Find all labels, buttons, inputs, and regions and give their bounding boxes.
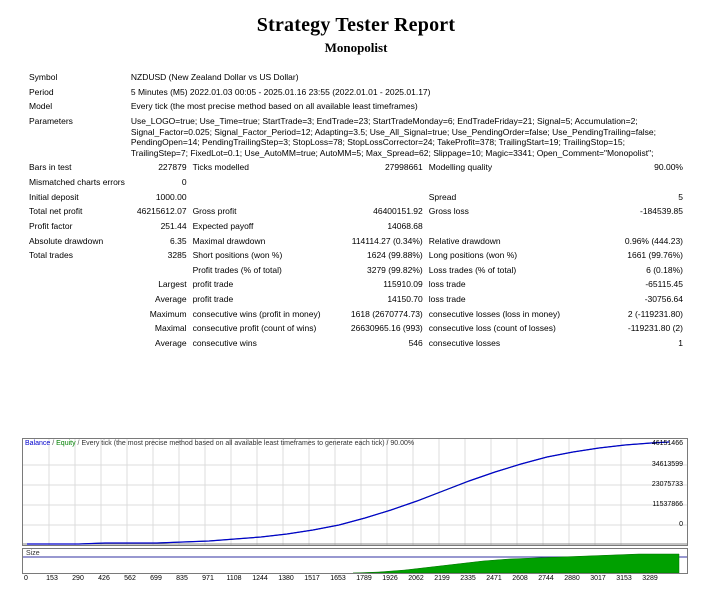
legend-equity-label: Equity [56, 440, 76, 447]
max-consecutive-wins-label: consecutive wins (profit in money) [192, 308, 321, 319]
table-row [26, 70, 686, 85]
total-trades-label: Total trades [29, 250, 73, 261]
legend-method-label: Every tick (the most precise method based on all available least timeframes to generate each tick) / 90.00% [81, 440, 415, 447]
x-label-19: 2608 [512, 575, 528, 582]
initial-deposit-label: Initial deposit [29, 191, 79, 202]
loss-trades-label: Loss trades (% of total) [428, 264, 517, 275]
x-label-7: 971 [202, 575, 214, 582]
x-label-15: 2062 [408, 575, 424, 582]
chart-y-axis [625, 439, 685, 545]
x-label-10: 1380 [278, 575, 294, 582]
modelling-quality-value: 90.00% [654, 162, 683, 173]
profit-trades-value: 3279 (99.82%) [367, 264, 423, 275]
balance-chart [22, 438, 688, 546]
spread-label: Spread [428, 191, 457, 202]
table-row [26, 160, 686, 175]
x-label-21: 2880 [564, 575, 580, 582]
modelling-quality-label: Modelling quality [428, 162, 493, 173]
expected-payoff-value: 14068.68 [387, 220, 423, 231]
ticks-modelled-label: Ticks modelled [192, 162, 249, 173]
table-row [26, 248, 686, 263]
maximal-consecutive-profit-value: 26630965.16 (993) [350, 323, 423, 334]
symbol-label: Symbol [29, 72, 58, 82]
average-loss-label: loss trade [428, 294, 466, 304]
table-row [26, 336, 686, 351]
mismatched-value: 0 [181, 177, 187, 187]
page-title: Strategy Tester Report [256, 14, 456, 36]
x-label-11: 1517 [304, 575, 320, 582]
table-row [26, 307, 686, 322]
average-consecutive-wins-value: 546 [408, 337, 423, 348]
table-row [26, 263, 686, 278]
gross-loss-value: -184539.85 [639, 206, 683, 217]
x-label-23: 3153 [616, 575, 632, 582]
largest-profit-value: 115910.09 [383, 279, 423, 290]
x-label-0: 0 [24, 575, 28, 582]
largest-profit-label: profit trade [192, 279, 234, 290]
x-label-4: 562 [124, 575, 136, 582]
average-consecutive-losses-label: consecutive losses [428, 337, 501, 348]
x-label-9: 1244 [252, 575, 268, 582]
total-trades-value: 3285 [167, 250, 187, 261]
average-label: Average [155, 294, 187, 304]
y-label-1: 34613599 [651, 461, 683, 468]
absolute-drawdown-value: 6.35 [170, 235, 187, 246]
largest-loss-value: -65115.45 [645, 279, 683, 290]
short-positions-label: Short positions (won %) [192, 250, 283, 261]
chart-x-axis [22, 575, 688, 587]
x-label-13: 1789 [356, 575, 372, 582]
legend-balance-label: Balance [25, 440, 51, 447]
page-subtitle: Monopolist [324, 40, 388, 55]
average-consecutive-wins-label: consecutive wins [192, 337, 257, 348]
y-label-3: 11537866 [652, 501, 683, 508]
total-net-profit-value: 46215612.07 [136, 206, 187, 217]
maximal-consecutive-loss-value: -119231.80 (2) [627, 323, 683, 334]
maximal-label: Maximal [154, 323, 187, 334]
maximal-consecutive-profit-label: consecutive profit (count of wins) [192, 323, 317, 334]
x-label-8: 1108 [226, 575, 242, 582]
period-value: 5 Minutes (M5) 2022.01.03 00:05 - 2025.01.16 23:55 (2022.01.01 - 2025.01.17) [130, 86, 431, 97]
parameters-label: Parameters [29, 115, 73, 126]
average-label-2: Average [155, 337, 187, 348]
table-row [26, 114, 686, 161]
x-label-16: 2199 [434, 575, 450, 582]
maximal-drawdown-label: Maximal drawdown [192, 235, 266, 246]
maximal-consecutive-loss-label: consecutive loss (count of losses) [428, 323, 556, 334]
bars-in-test-value: 227879 [158, 162, 187, 173]
profit-trades-label: Profit trades (% of total) [192, 264, 282, 275]
total-net-profit-label: Total net profit [29, 206, 83, 217]
model-value: Every tick (the most precise method based on all available least timeframes) [130, 101, 418, 112]
max-consecutive-losses-value: 2 (-119231.80) [627, 308, 683, 319]
table-row [26, 321, 686, 336]
long-positions-label: Long positions (won %) [428, 250, 518, 261]
y-label-0: 46151466 [651, 440, 683, 447]
gross-profit-value: 46400151.92 [373, 206, 423, 217]
largest-loss-label: loss trade [428, 279, 466, 290]
volume-area [23, 549, 687, 573]
y-label-2: 23075733 [651, 481, 683, 488]
report-table [26, 70, 686, 351]
x-label-20: 2744 [538, 575, 554, 582]
table-row [26, 175, 686, 190]
bars-in-test-label: Bars in test [29, 162, 72, 173]
gross-loss-label: Gross loss [428, 206, 469, 217]
x-label-17: 2335 [460, 575, 476, 582]
spread-value: 5 [678, 191, 683, 202]
relative-drawdown-label: Relative drawdown [428, 235, 501, 246]
x-label-12: 1653 [330, 575, 346, 582]
table-row [26, 85, 686, 100]
table-row [26, 190, 686, 205]
table-row [26, 204, 686, 219]
long-positions-value: 1661 (99.76%) [627, 250, 683, 261]
y-label-4: 0 [679, 521, 683, 528]
absolute-drawdown-label: Absolute drawdown [29, 235, 104, 246]
average-loss-value: -30756.64 [644, 294, 683, 304]
chart-legend: Balance / Equity / Every tick (the most precise method based on all available least timeframes to generate each tick) / 90.00% [25, 440, 415, 447]
profit-factor-value: 251.44 [160, 220, 187, 231]
average-consecutive-losses-value: 1 [678, 337, 683, 348]
equity-chart-area [22, 438, 690, 586]
expected-payoff-label: Expected payoff [192, 220, 254, 231]
parameters-value: Use_LOGO=true; Use_Time=true; StartTrade=3; EndTrade=23; StartTradeMonday=6; EndTradeFriday=21; Signal=5; Accumulation=2; Signal_Factor=0.025; Signal_Factor_Period=12; Adapting=3.5; Use_All_Signal=true; Use_PendingOrder=false; Use_PendingTrailing=false; PendingOpen=14; PendingTrailingStep=3; StopLoss=78; StopLossCorrector=24; TakeProfit=378; TrailingStart=19; TrailingStop=15; TrailingStep=7; FixedLot=0.1; Use_AutoMM=true; AutoMM=5; Max_Spread=62; Slippage=10; Magic=3341; Open_Comment="Monopolist"; [130, 115, 657, 158]
maximum-label: Maximum [149, 308, 187, 319]
volume-label: Size [26, 550, 40, 557]
x-label-2: 290 [72, 575, 84, 582]
initial-deposit-value: 1000.00 [155, 191, 187, 202]
max-consecutive-wins-value: 1618 (2670774.73) [350, 308, 423, 319]
ticks-modelled-value: 27998661 [384, 162, 423, 173]
x-label-22: 3017 [590, 575, 606, 582]
table-row [26, 277, 686, 292]
table-row [26, 99, 686, 114]
largest-label: Largest [158, 279, 187, 290]
x-label-6: 835 [176, 575, 188, 582]
maximal-drawdown-value: 114114.27 (0.34%) [351, 235, 423, 246]
x-label-5: 699 [150, 575, 162, 582]
loss-trades-value: 6 (0.18%) [646, 264, 683, 275]
balance-curve [23, 439, 687, 545]
table-row [26, 219, 686, 234]
average-profit-value: 14150.70 [387, 294, 423, 304]
table-row [26, 292, 686, 307]
average-profit-label: profit trade [192, 294, 234, 304]
x-label-14: 1926 [382, 575, 398, 582]
gross-profit-label: Gross profit [192, 206, 237, 217]
volume-chart [22, 548, 688, 574]
table-row [26, 234, 686, 249]
max-consecutive-losses-label: consecutive losses (loss in money) [428, 308, 561, 319]
x-label-3: 426 [98, 575, 110, 582]
symbol-value: NZDUSD (New Zealand Dollar vs US Dollar) [130, 72, 299, 82]
period-label: Period [29, 86, 54, 97]
mismatched-label: Mismatched charts errors [29, 177, 125, 187]
profit-factor-label: Profit factor [29, 220, 73, 231]
short-positions-value: 1624 (99.88%) [367, 250, 423, 261]
x-label-18: 2471 [486, 575, 502, 582]
model-label: Model [29, 101, 53, 112]
x-label-1: 153 [46, 575, 58, 582]
x-label-24: 3289 [642, 575, 658, 582]
relative-drawdown-value: 0.96% (444.23) [624, 235, 683, 246]
report-header [0, 0, 712, 56]
